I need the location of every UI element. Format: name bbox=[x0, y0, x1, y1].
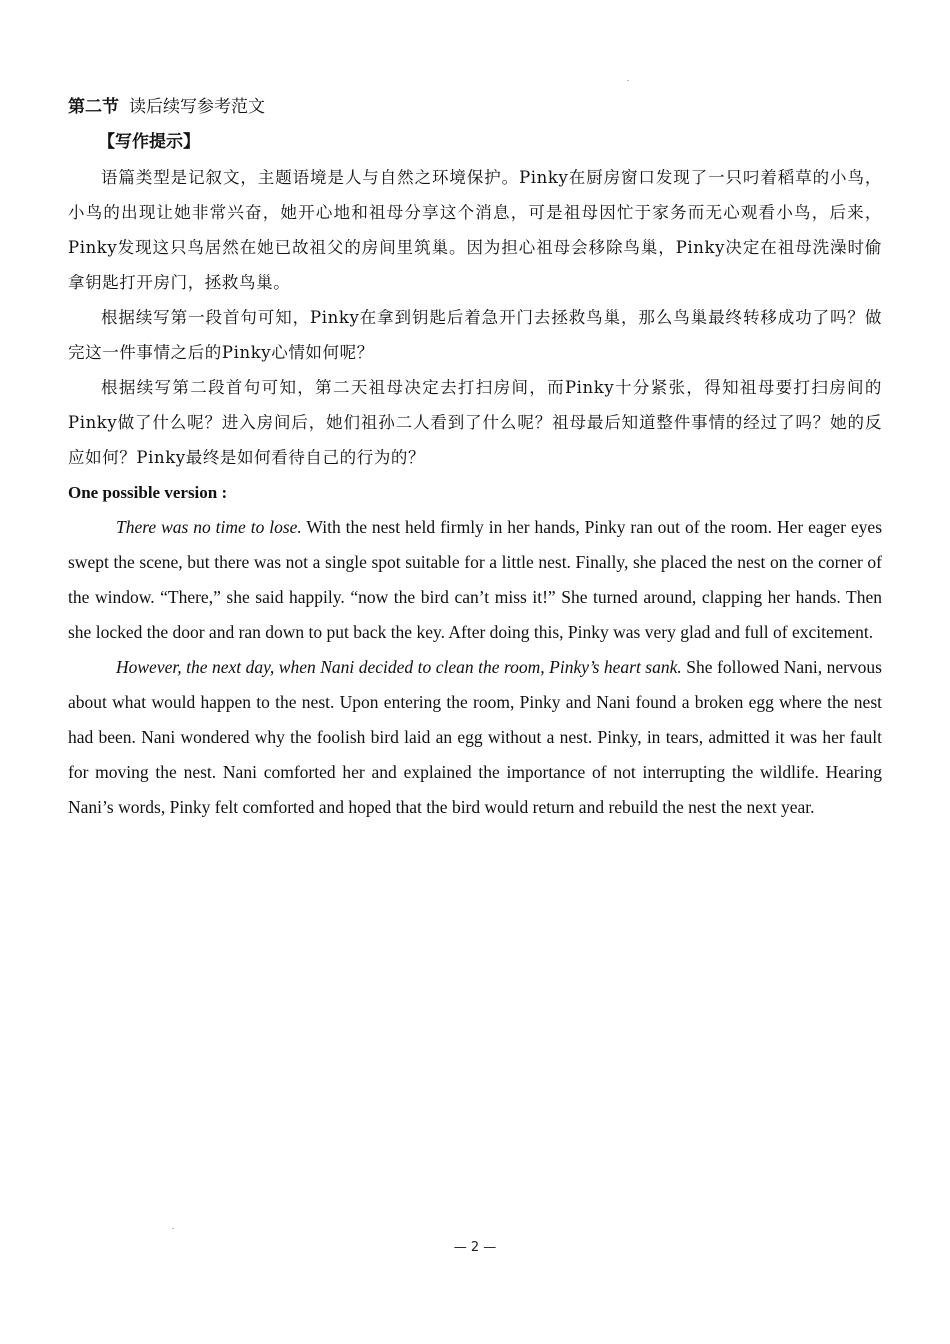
essay-paragraph-2-lead: However, the next day, when Nani decided to clean the room, Pinky’s heart sank. bbox=[116, 657, 682, 677]
essay-paragraph-2-body: She followed Nani, nervous about what would happen to the nest. Upon entering the room, Pinky and Nani found a broken egg where the nest had been. Nani wondered why the foolish bird laid an egg without a nest. Pinky, in tears, admitted it was her fault for moving the nest. Nani comforted her and explained the importance of not interrupting the wildlife. Hearing Nani’s words, Pinky felt comforted and hoped that the bird would return and rebuild the nest the next year. bbox=[68, 657, 882, 817]
section-heading bbox=[68, 90, 882, 125]
page-number: — 2 — bbox=[453, 1240, 497, 1255]
writing-tips-title: 【写作提示】 bbox=[98, 132, 200, 152]
essay-paragraph-1-lead: There was no time to lose. bbox=[116, 517, 302, 537]
scan-speck-bottom bbox=[172, 1228, 174, 1229]
tips-paragraph-3: 根据续写第二段首句可知，第二天祖母决定去打扫房间，而Pinky十分紧张，得知祖母要打扫房间的Pinky做了什么呢？进入房间后，她们祖孙二人看到了什么呢？祖母最后知道整件事情的经过了吗？她的反应如何？Pinky最终是如何看待自己的行为的？ bbox=[68, 378, 882, 467]
document-body bbox=[68, 90, 882, 825]
essay-paragraph-1 bbox=[68, 510, 882, 650]
essay-paragraph-1-body: With the nest held firmly in her hands, Pinky ran out of the room. Her eager eyes swept the scene, but there was not a single spot suitable for a little nest. Finally, she placed the nest on the corner of the window. “There,” she said happily. “now the bird can’t miss it!” She turned around, clapping her hands. Then she locked the door and ran down to put back the key. After doing this, Pinky was very glad and full of excitement. bbox=[68, 517, 883, 642]
section-title: 读后续写参考范文 bbox=[129, 97, 265, 117]
tips-paragraph-1: 语篇类型是记叙文，主题语境是人与自然之环境保护。Pinky在厨房窗口发现了一只叼着稻草的小鸟，小鸟的出现让她非常兴奋，她开心地和祖母分享这个消息，可是祖母因忙于家务而无心观看小鸟，后来，Pinky发现这只鸟居然在她已故祖父的房间里筑巢。因为担心祖母会移除鸟巢，Pinky决定在祖母洗澡时偷拿钥匙打开房门，拯救鸟巢。 bbox=[68, 168, 882, 292]
essay-paragraph-2 bbox=[68, 650, 882, 825]
section-label: 第二节 bbox=[68, 97, 119, 117]
tips-paragraph-2: 根据续写第一段首句可知，Pinky在拿到钥匙后着急开门去拯救鸟巢，那么鸟巢最终转移成功了吗？做完这一件事情之后的Pinky心情如何呢？ bbox=[68, 308, 882, 362]
scan-speck-top bbox=[627, 80, 629, 81]
possible-version-label: One possible version : bbox=[68, 483, 228, 502]
